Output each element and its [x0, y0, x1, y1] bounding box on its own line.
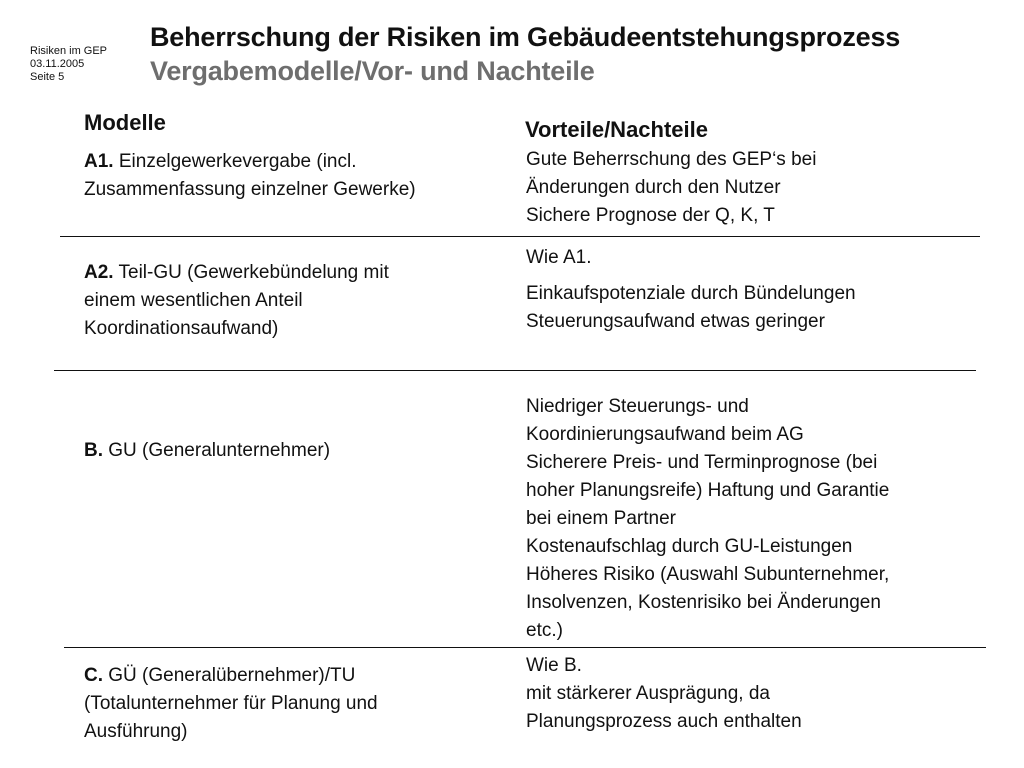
- model-a2: [84, 259, 389, 343]
- pros-cons-line: mit stärkerer Ausprägung, da: [526, 683, 770, 704]
- model-c: [84, 662, 378, 746]
- model-a1: [84, 148, 416, 204]
- model-text: Zusammenfassung einzelner Gewerke): [84, 179, 416, 200]
- pros-cons-line: Planungsprozess auch enthalten: [526, 711, 802, 732]
- pros-cons-line: Sichere Prognose der Q, K, T: [526, 205, 775, 226]
- pros-cons-line: Sicherere Preis- und Terminprognose (bei: [526, 452, 878, 473]
- pros-cons-line: Wie B.: [526, 655, 582, 676]
- pros-cons-line: Höheres Risiko (Auswahl Subunternehmer,: [526, 564, 890, 585]
- slide-title: Beherrschung der Risiken im Gebäudeentstehungsprozess: [150, 22, 901, 52]
- meta-date: 03.11.2005: [30, 58, 85, 70]
- pros-cons-line: Änderungen durch den Nutzer: [526, 177, 781, 198]
- row-divider: [54, 370, 976, 371]
- row-divider: [60, 236, 980, 237]
- pros-cons-line: etc.): [526, 620, 563, 641]
- model-code: A2.: [84, 262, 114, 283]
- pros-cons-c: [526, 652, 802, 736]
- pros-cons-line: Kostenaufschlag durch GU-Leistungen: [526, 536, 853, 557]
- column-header-models: Modelle: [84, 110, 166, 135]
- row-divider: [64, 647, 986, 648]
- pros-cons-line: hoher Planungsreife) Haftung und Garantie: [526, 480, 890, 501]
- pros-cons-line: Gute Beherrschung des GEP‘s bei: [526, 149, 817, 170]
- pros-cons-line: Niedriger Steuerungs- und: [526, 396, 749, 417]
- model-text: (Totalunternehmer für Planung und: [84, 693, 378, 714]
- pros-cons-b: [526, 393, 889, 645]
- model-text: einem wesentlichen Anteil: [84, 290, 303, 311]
- pros-cons-line: Koordinierungsaufwand beim AG: [526, 424, 804, 445]
- pros-cons-line: Einkaufspotenziale durch Bündelungen: [526, 283, 856, 304]
- model-code: A1.: [84, 151, 114, 172]
- pros-cons-line: bei einem Partner: [526, 508, 676, 529]
- meta-page: Seite 5: [30, 71, 65, 83]
- pros-cons-line: Wie A1.: [526, 247, 592, 268]
- model-text: Teil-GU (Gewerkebündelung mit: [113, 262, 389, 283]
- pros-cons-a1: [526, 146, 816, 230]
- pros-cons-line: Insolvenzen, Kostenrisiko bei Änderungen: [526, 592, 881, 613]
- slide-subtitle: Vergabemodelle/Vor- und Nachteile: [150, 56, 595, 86]
- model-text: Ausführung): [84, 721, 188, 742]
- model-text: Koordinationsaufwand): [84, 318, 279, 339]
- model-b: [84, 437, 330, 465]
- model-code: C.: [84, 665, 103, 686]
- pros-cons-a2: [526, 244, 856, 336]
- model-text: GÜ (Generalübernehmer)/TU: [103, 665, 356, 686]
- slide-meta: [30, 45, 107, 84]
- model-text: Einzelgewerkevergabe (incl.: [113, 151, 357, 172]
- meta-topic: Risiken im GEP: [30, 45, 108, 57]
- pros-cons-line: Steuerungsaufwand etwas geringer: [526, 311, 825, 332]
- model-code: B.: [84, 440, 103, 461]
- column-header-pros-cons: Vorteile/Nachteile: [525, 117, 708, 142]
- model-text: GU (Generalunternehmer): [103, 440, 331, 461]
